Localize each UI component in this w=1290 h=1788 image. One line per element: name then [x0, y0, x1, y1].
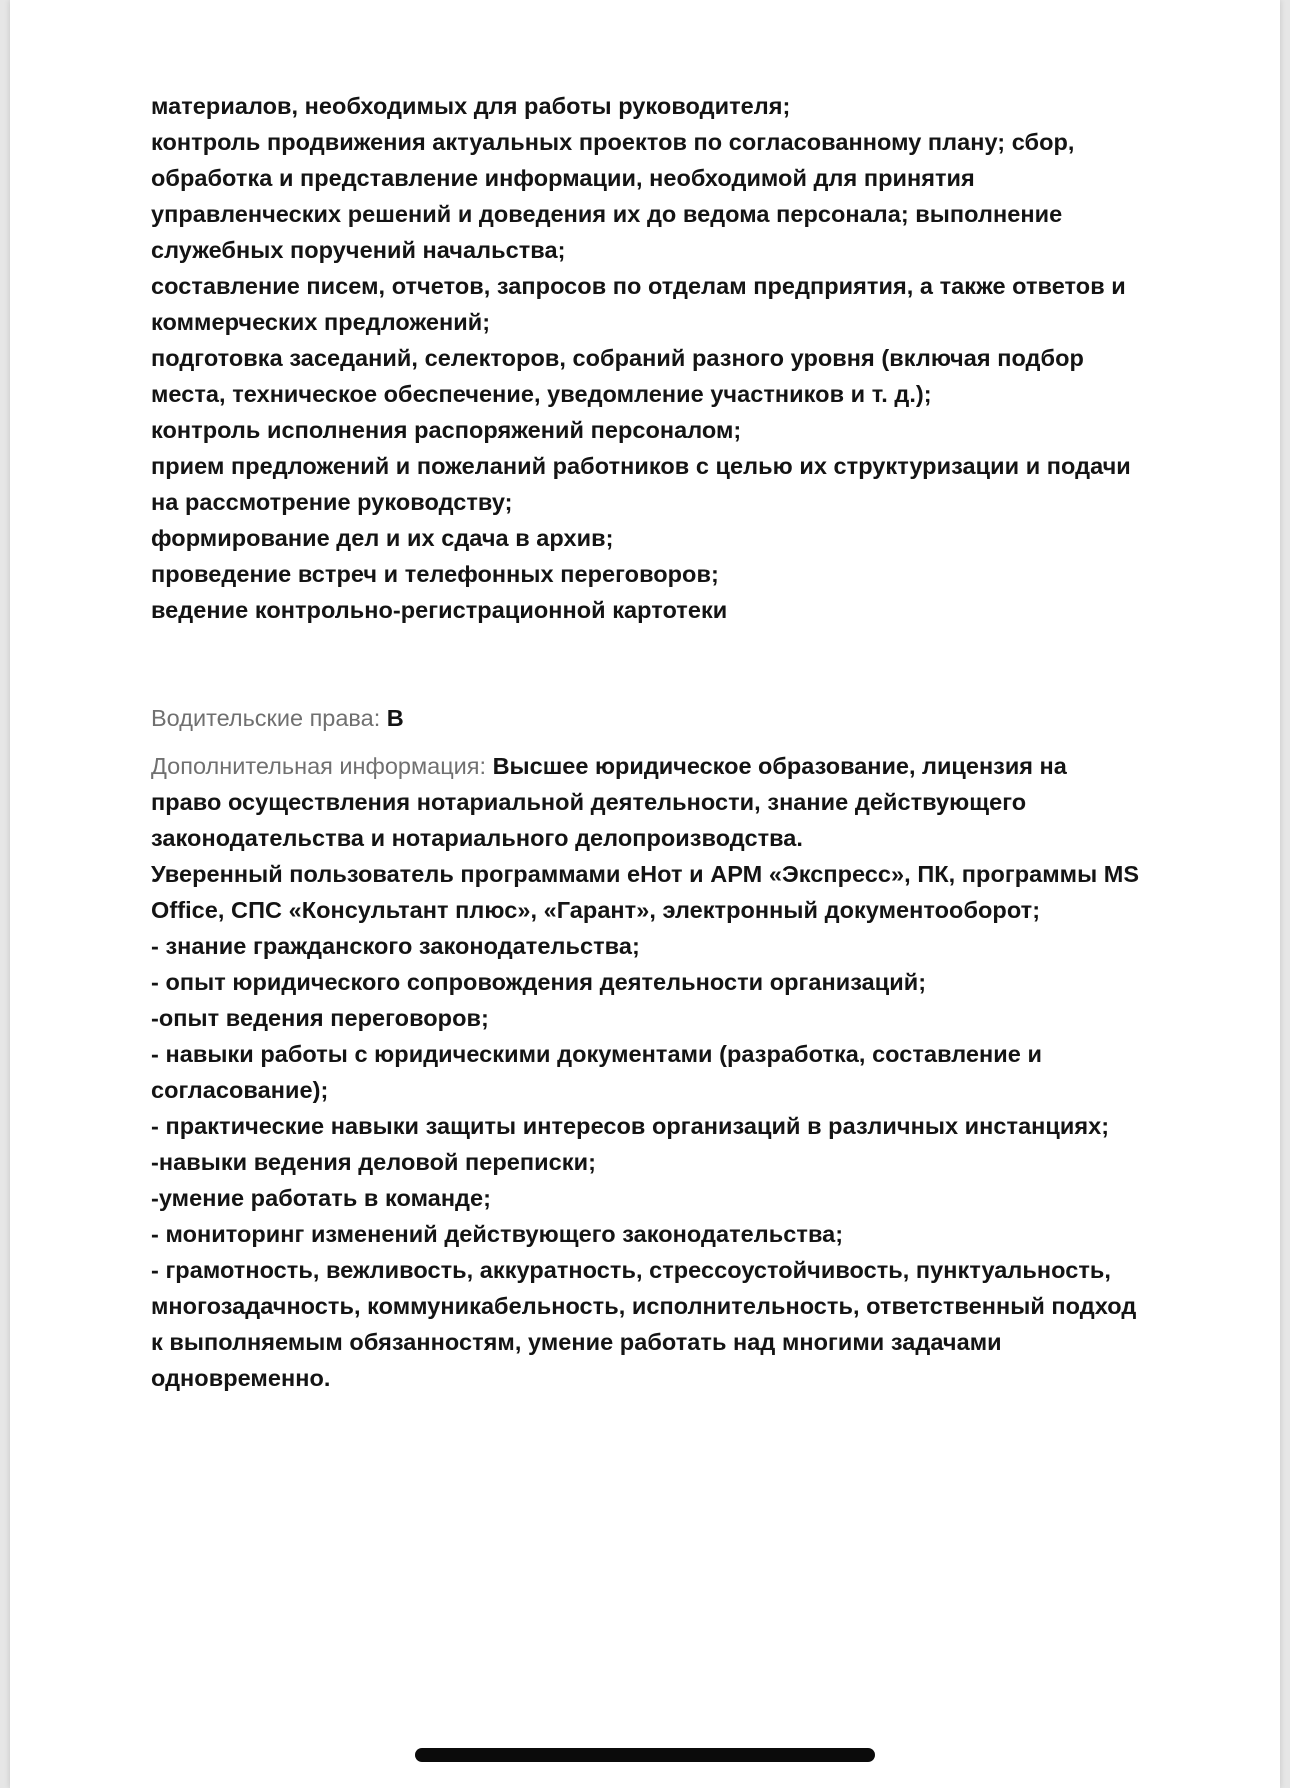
- duty-line: ведение контрольно-регистрационной картотеки: [151, 597, 728, 623]
- additional-info-line: - практические навыки защиты интересов организаций в различных инстанциях;: [151, 1113, 1110, 1139]
- field-spacer: [151, 736, 1211, 748]
- additional-info-line: - грамотность, вежливость, аккуратность, стрессоустойчивость, пунктуальность,: [151, 1257, 1111, 1283]
- duty-line: места, техническое обеспечение, уведомление участников и т. д.);: [151, 381, 932, 407]
- duty-line: прием предложений и пожеланий работников с целью их структуризации и подачи: [151, 453, 1131, 479]
- document-page: [10, 0, 1280, 1788]
- drivers-license-field: [151, 700, 1211, 736]
- additional-info-line: Office, СПС «Консультант плюс», «Гарант», электронный документооборот;: [151, 897, 1041, 923]
- duty-line: контроль продвижения актуальных проектов по согласованному плану; сбор,: [151, 129, 1075, 155]
- additional-info-line: - навыки работы с юридическими документами (разработка, составление и: [151, 1041, 1042, 1067]
- additional-info-line: многозадачность, коммуникабельность, исполнительность, ответственный подход: [151, 1293, 1137, 1319]
- additional-info-line: одновременно.: [151, 1365, 331, 1391]
- additional-info-line: законодательства и нотариального делопроизводства.: [151, 825, 804, 851]
- duty-line: на рассмотрение руководству;: [151, 489, 513, 515]
- drivers-license-label: Водительские права:: [151, 705, 387, 731]
- additional-info-line: -умение работать в команде;: [151, 1185, 492, 1211]
- duty-line: материалов, необходимых для работы руководителя;: [151, 93, 791, 119]
- additional-info-line: -навыки ведения деловой переписки;: [151, 1149, 596, 1175]
- duty-line: подготовка заседаний, селекторов, собраний разного уровня (включая подбор: [151, 345, 1084, 371]
- duties-list: [151, 88, 1211, 628]
- duty-line: проведение встреч и телефонных переговоров;: [151, 561, 719, 587]
- additional-info-line: - опыт юридического сопровождения деятельности организаций;: [151, 969, 927, 995]
- duty-line: коммерческих предложений;: [151, 309, 491, 335]
- additional-info-label: Дополнительная информация:: [151, 753, 493, 779]
- additional-info-line: - мониторинг изменений действующего законодательства;: [151, 1221, 844, 1247]
- additional-info-line: к выполняемым обязанностям, умение работать над многими задачами: [151, 1329, 1002, 1355]
- additional-info-line: право осуществления нотариальной деятельности, знание действующего: [151, 789, 1027, 815]
- additional-info-section: [151, 748, 1211, 1396]
- section-spacer: [151, 628, 1211, 700]
- duty-line: служебных поручений начальства;: [151, 237, 566, 263]
- duty-line: составление писем, отчетов, запросов по отделам предприятия, а также ответов и: [151, 273, 1126, 299]
- additional-info-line: Уверенный пользователь программами еНот и АРМ «Экспресс», ПК, программы MS: [151, 861, 1140, 887]
- additional-info-line: - знание гражданского законодательства;: [151, 933, 640, 959]
- additional-info-first-line: Высшее юридическое образование, лицензия на: [492, 753, 1067, 779]
- home-indicator-bar[interactable]: [415, 1748, 875, 1762]
- additional-info-field: [151, 748, 1211, 784]
- duty-line: управленческих решений и доведения их до ведома персонала; выполнение: [151, 201, 1063, 227]
- additional-info-line: -опыт ведения переговоров;: [151, 1005, 489, 1031]
- duty-line: обработка и представление информации, необходимой для принятия: [151, 165, 975, 191]
- drivers-license-value: B: [386, 705, 404, 731]
- duty-line: контроль исполнения распоряжений персоналом;: [151, 417, 742, 443]
- duty-line: формирование дел и их сдача в архив;: [151, 525, 614, 551]
- document-content: [151, 88, 1211, 1396]
- additional-info-line: согласование);: [151, 1077, 329, 1103]
